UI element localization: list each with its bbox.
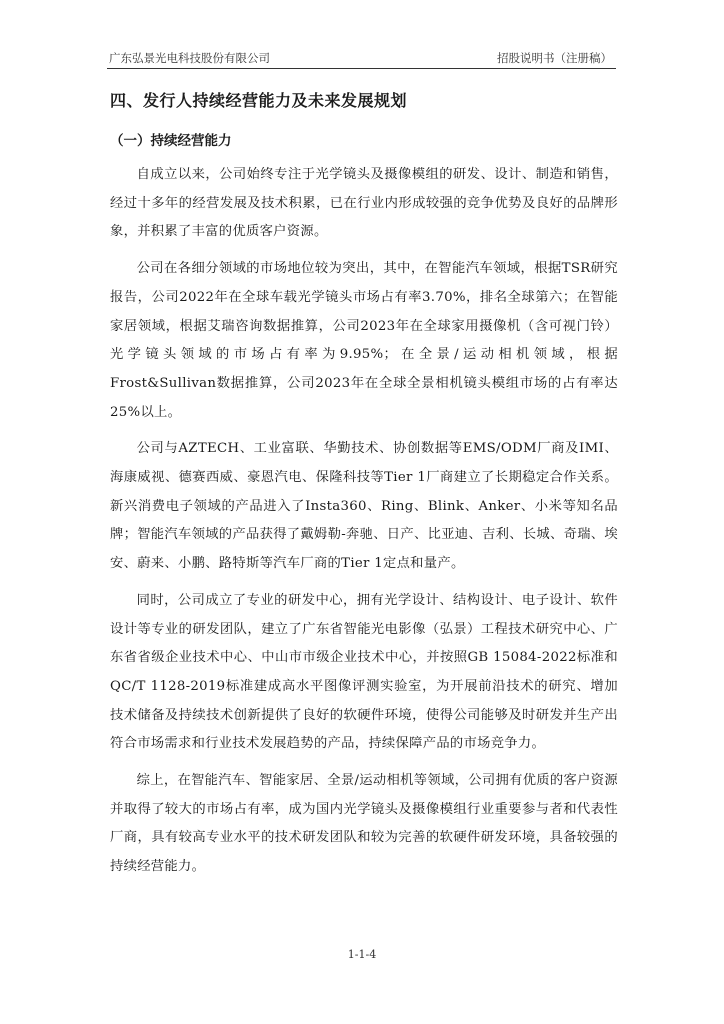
header-document-type: 招股说明书（注册稿） xyxy=(497,51,612,65)
paragraph-market-position: 公司在各细分领域的市场地位较为突出，其中，在智能汽车领域，根据TSR研究报告，公司2022年在全球车载光学镜头市场占有率3.70%，排名全球第六；在智能家居领域，根据艾瑞咨询数据推算，公司2023年在全球家用摄像机（含可视门铃）光学镜头领域的市场占有率为9.95%；在全景/运动相机领域，根据Frost&Sullivan数据推算，公司2023年在全球全景相机镜头模组市场的占有率达25%以上。 xyxy=(110,261,618,420)
subsection-title: （一）持续经营能力 xyxy=(110,133,232,149)
paragraph-rnd: 同时，公司成立了专业的研发中心，拥有光学设计、结构设计、电子设计、软件设计等专业的研发团队，建立了广东省智能光电影像（弘景）工程技术研究中心、广东省省级企业技术中心、中山市市级企业技术中心，并按照GB 15084-2022标准和QC/T 1128-2019标准建成高水平图像评测实验室，为开展前沿技术的研究、增加技术储备及持续技术创新提供了良好的软硬件环境，使得公司能够及时研发并生产出符合市场需求和行业技术发展趋势的产品，持续保障产品的市场竞争力。 xyxy=(110,592,618,752)
paragraph-summary: 综上，在智能汽车、智能家居、全景/运动相机等领域，公司拥有优质的客户资源并取得了较大的市场占有率，成为国内光学镜头及摄像模组行业重要参与者和代表性厂商，具有较高专业水平的技术研发团队和较为完善的软硬件研发环境，具备较强的持续经营能力。 xyxy=(110,773,618,875)
section-title: 四、发行人持续经营能力及未来发展规划 xyxy=(110,91,408,110)
header-divider xyxy=(107,68,616,69)
page-body xyxy=(110,86,618,882)
page-number: 1-1-4 xyxy=(347,948,377,961)
header-company-name: 广东弘景光电科技股份有限公司 xyxy=(109,51,270,65)
paragraph-overview: 自成立以来，公司始终专注于光学镜头及摄像模组的研发、设计、制造和销售，经过十多年的经营发展及技术积累，已在行业内形成较强的竞争优势及良好的品牌形象，并积累了丰富的优质客户资源。 xyxy=(110,167,618,240)
paragraph-customers: 公司与AZTECH、工业富联、华勤技术、协创数据等EMS/ODM厂商及IMI、海康威视、德赛西威、豪恩汽电、保隆科技等Tier 1厂商建立了长期稳定合作关系。新兴消费电子领域的产品进入了Insta360、Ring、Blink、Anker、小米等知名品牌；智能汽车领域的产品获得了戴姆勒-奔驰、日产、比亚迪、吉利、长城、奇瑞、埃安、蔚来、小鹏、路特斯等汽车厂商的Tier 1定点和量产。 xyxy=(110,441,618,572)
page-header xyxy=(107,50,616,68)
